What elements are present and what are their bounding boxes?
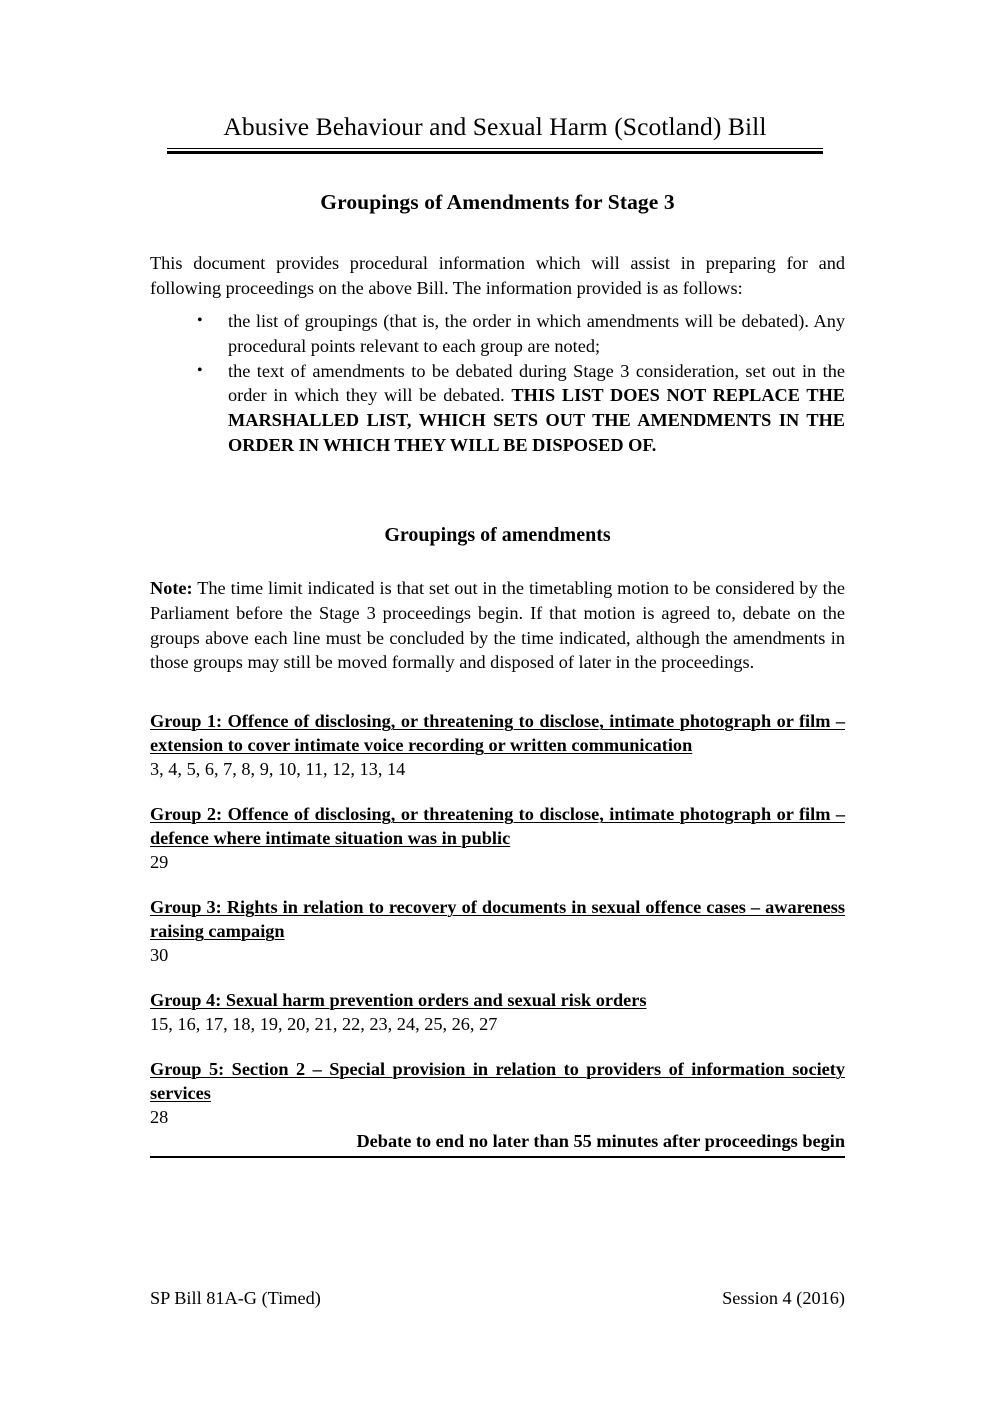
list-item-text: the text of amendments to be debated during Stage 3 consideration, set out in the order in which they will be debated. xyxy=(228,360,845,406)
group-heading-text: Group 2: Offence of disclosing, or threatening to disclose, intimate photograph or film – defence where intimate situation was in public xyxy=(150,804,845,849)
group-entry xyxy=(150,895,845,968)
group-heading-text: Group 3: Rights in relation to recovery of documents in sexual offence cases – awareness raising campaign xyxy=(150,897,845,942)
groups-list xyxy=(150,709,845,1150)
group-heading xyxy=(150,1057,845,1105)
intro-bullet-list xyxy=(150,309,845,458)
section-heading: Groupings of amendments xyxy=(384,524,611,546)
list-item-emphasis: THIS LIST DOES NOT REPLACE THE MARSHALLED LIST, WHICH SETS OUT THE AMENDMENTS IN THE ORDER IN WHICH THEY WILL BE DISPOSED OF. xyxy=(228,385,845,455)
note-label: Note: xyxy=(150,578,193,598)
group-amendments: 15, 16, 17, 18, 19, 20, 21, 22, 23, 24, 25, 26, 27 xyxy=(150,1014,498,1035)
list-item xyxy=(150,309,845,359)
intro-text: This document provides procedural information which will assist in preparing for and following proceedings on the above Bill. The information provided is as follows: xyxy=(150,253,845,298)
group-amendments: 30 xyxy=(150,945,169,966)
group-amendments: 3, 4, 5, 6, 7, 8, 9, 10, 11, 12, 13, 14 xyxy=(150,759,406,780)
group-amendments: 28 xyxy=(150,1107,169,1128)
group-entry xyxy=(150,802,845,875)
group-heading xyxy=(150,988,845,1012)
group-entry xyxy=(150,988,845,1037)
note-paragraph xyxy=(150,576,845,675)
note-text: The time limit indicated is that set out in the timetabling motion to be considered by the Parliament before the Stage 3 proceedings begin. If that motion is agreed to, debate on the groups above each line must be concluded by the time indicated, although the amendments in those groups may still be moved formally and disposed of later in the proceedings. xyxy=(150,578,845,673)
group-heading-text: Group 5: Section 2 – Special provision in relation to providers of information society services xyxy=(150,1059,845,1104)
group-amendments: 29 xyxy=(150,852,169,873)
title-block xyxy=(167,112,823,154)
bullet-icon: • xyxy=(197,312,203,329)
group-heading xyxy=(150,895,845,943)
bullet-icon: • xyxy=(197,361,203,379)
footer-session: Session 4 (2016) xyxy=(722,1288,845,1308)
group-heading xyxy=(150,802,845,850)
debate-deadline-rule xyxy=(150,1156,845,1158)
group-heading-text: Group 4: Sexual harm prevention orders and sexual risk orders xyxy=(150,990,647,1011)
page-title: Abusive Behaviour and Sexual Harm (Scotland) Bill xyxy=(223,112,767,141)
title-double-rule xyxy=(167,148,823,154)
footer-bill-reference: SP Bill 81A-G (Timed) xyxy=(150,1288,321,1308)
document-subtitle: Groupings of Amendments for Stage 3 xyxy=(320,190,675,214)
list-item xyxy=(150,359,845,458)
group-heading xyxy=(150,709,845,757)
intro-paragraph xyxy=(150,251,845,301)
debate-deadline-text: Debate to end no later than 55 minutes after proceedings begin xyxy=(356,1131,845,1151)
group-heading-text: Group 1: Offence of disclosing, or threatening to disclose, intimate photograph or film – extension to cover intimate voice recording or written communication xyxy=(150,711,845,756)
group-entry xyxy=(150,709,845,782)
group-entry xyxy=(150,1057,845,1130)
debate-deadline-block xyxy=(150,1131,845,1158)
page-footer xyxy=(150,1288,845,1309)
list-item-text: the list of groupings (that is, the order in which amendments will be debated). Any procedural points relevant to each group are noted; xyxy=(228,311,845,356)
